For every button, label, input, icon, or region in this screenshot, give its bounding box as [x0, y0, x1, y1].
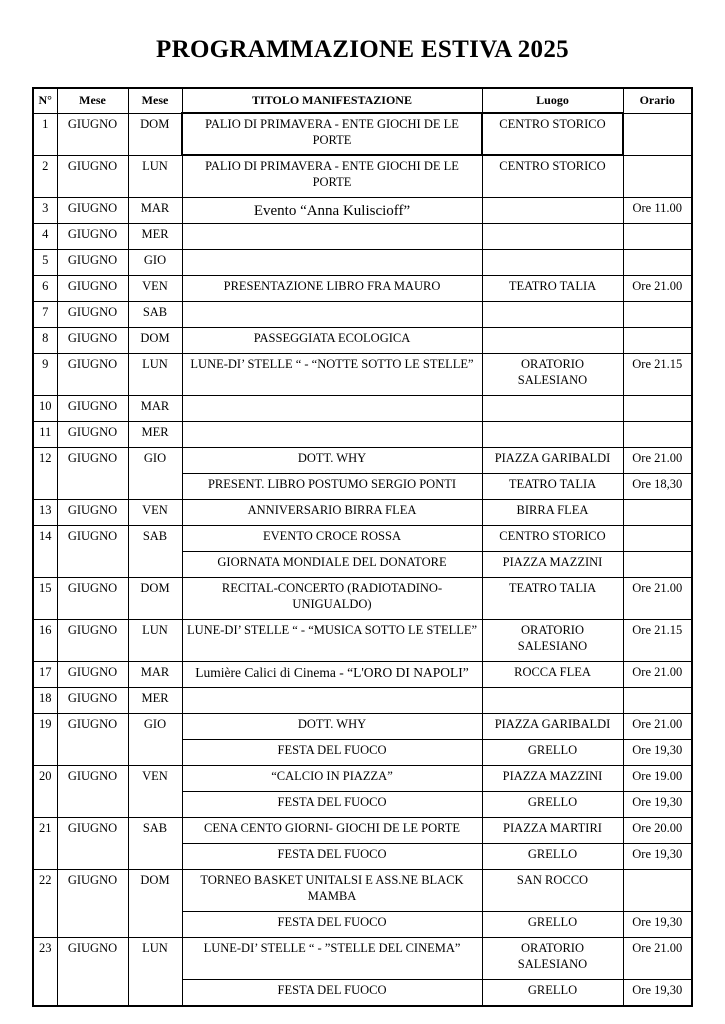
cell-time: Ore 19,30 — [623, 740, 692, 766]
cell-event-title: LUNE-DI’ STELLE “ - “NOTTE SOTTO LE STELLE” — [182, 354, 482, 396]
cell-time: Ore 21.00 — [623, 276, 692, 302]
cell-day: MER — [128, 224, 182, 250]
cell-month: GIUGNO — [57, 938, 128, 1006]
cell-place — [482, 396, 623, 422]
cell-time — [623, 422, 692, 448]
table-row — [33, 354, 692, 396]
cell-event-title: PALIO DI PRIMAVERA - ENTE GIOCHI DE LE PORTE — [182, 113, 482, 155]
cell-event-title: LUNE-DI’ STELLE “ - “MUSICA SOTTO LE STELLE” — [182, 620, 482, 662]
table-row — [33, 526, 692, 552]
cell-place — [482, 688, 623, 714]
cell-event-title: Evento “Anna Kuliscioff” — [182, 197, 482, 224]
cell-place — [482, 224, 623, 250]
cell-place — [482, 197, 623, 224]
cell-number: 15 — [33, 578, 57, 620]
cell-number: 17 — [33, 662, 57, 688]
table-row — [33, 714, 692, 740]
cell-event-title: PASSEGGIATA ECOLOGICA — [182, 328, 482, 354]
cell-day: LUN — [128, 620, 182, 662]
table-row — [33, 500, 692, 526]
cell-month: GIUGNO — [57, 766, 128, 818]
cell-place: BIRRA FLEA — [482, 500, 623, 526]
cell-number: 8 — [33, 328, 57, 354]
cell-month: GIUGNO — [57, 224, 128, 250]
cell-day: MAR — [128, 197, 182, 224]
cell-number: 2 — [33, 155, 57, 197]
col-header-orario: Orario — [623, 88, 692, 113]
cell-day: DOM — [128, 113, 182, 155]
cell-day: LUN — [128, 354, 182, 396]
cell-day: LUN — [128, 155, 182, 197]
cell-event-title — [182, 688, 482, 714]
cell-number: 11 — [33, 422, 57, 448]
cell-day: MER — [128, 688, 182, 714]
cell-place — [482, 302, 623, 328]
table-row — [33, 396, 692, 422]
cell-event-title — [182, 422, 482, 448]
cell-time: Ore 21.00 — [623, 448, 692, 474]
cell-month: GIUGNO — [57, 422, 128, 448]
cell-month: GIUGNO — [57, 328, 128, 354]
cell-time — [623, 224, 692, 250]
cell-month: GIUGNO — [57, 155, 128, 197]
cell-time: Ore 21.00 — [623, 938, 692, 980]
cell-month: GIUGNO — [57, 870, 128, 938]
cell-day: GIO — [128, 448, 182, 500]
table-row — [33, 197, 692, 224]
cell-number: 23 — [33, 938, 57, 1006]
cell-number: 21 — [33, 818, 57, 870]
table-row — [33, 620, 692, 662]
cell-place: ORATORIO SALESIANO — [482, 354, 623, 396]
cell-day: LUN — [128, 938, 182, 1006]
cell-time: Ore 11.00 — [623, 197, 692, 224]
table-row — [33, 422, 692, 448]
cell-event-title: TORNEO BASKET UNITALSI E ASS.NE BLACK MAMBA — [182, 870, 482, 912]
cell-month: GIUGNO — [57, 620, 128, 662]
cell-event-title: DOTT. WHY — [182, 448, 482, 474]
cell-event-title: GIORNATA MONDIALE DEL DONATORE — [182, 552, 482, 578]
cell-time: Ore 20.00 — [623, 818, 692, 844]
cell-place: SAN ROCCO — [482, 870, 623, 912]
cell-number: 3 — [33, 197, 57, 224]
cell-event-title: LUNE-DI’ STELLE “ - ”STELLE DEL CINEMA” — [182, 938, 482, 980]
cell-event-title: FESTA DEL FUOCO — [182, 912, 482, 938]
cell-place: GRELLO — [482, 844, 623, 870]
table-row — [33, 870, 692, 912]
cell-month: GIUGNO — [57, 526, 128, 578]
cell-place: ORATORIO SALESIANO — [482, 938, 623, 980]
col-header-numero: N° — [33, 88, 57, 113]
cell-month: GIUGNO — [57, 818, 128, 870]
cell-time — [623, 328, 692, 354]
cell-place: CENTRO STORICO — [482, 526, 623, 552]
cell-time: Ore 18,30 — [623, 474, 692, 500]
cell-place: TEATRO TALIA — [482, 276, 623, 302]
cell-place: CENTRO STORICO — [482, 155, 623, 197]
cell-number: 10 — [33, 396, 57, 422]
cell-time: Ore 21.00 — [623, 714, 692, 740]
table-row — [33, 688, 692, 714]
cell-place: PIAZZA MARTIRI — [482, 818, 623, 844]
cell-place — [482, 328, 623, 354]
cell-event-title: RECITAL-CONCERTO (RADIOTADINO-UNIGUALDO) — [182, 578, 482, 620]
col-header-luogo: Luogo — [482, 88, 623, 113]
cell-month: GIUGNO — [57, 250, 128, 276]
cell-time: Ore 19,30 — [623, 792, 692, 818]
events-table — [32, 87, 693, 1007]
cell-day: SAB — [128, 526, 182, 578]
cell-day: MAR — [128, 396, 182, 422]
table-row — [33, 113, 692, 155]
cell-time — [623, 396, 692, 422]
table-row — [33, 224, 692, 250]
cell-place — [482, 422, 623, 448]
cell-place: GRELLO — [482, 980, 623, 1006]
cell-time — [623, 250, 692, 276]
table-row — [33, 662, 692, 688]
cell-time — [623, 500, 692, 526]
cell-day: DOM — [128, 870, 182, 938]
cell-day: VEN — [128, 500, 182, 526]
cell-event-title: EVENTO CROCE ROSSA — [182, 526, 482, 552]
cell-event-title — [182, 302, 482, 328]
cell-month: GIUGNO — [57, 354, 128, 396]
cell-time: Ore 19,30 — [623, 912, 692, 938]
cell-time — [623, 526, 692, 552]
cell-time — [623, 688, 692, 714]
table-row — [33, 448, 692, 474]
table-row — [33, 938, 692, 980]
table-row — [33, 818, 692, 844]
cell-event-title: FESTA DEL FUOCO — [182, 792, 482, 818]
cell-time: Ore 19.00 — [623, 766, 692, 792]
cell-place: ORATORIO SALESIANO — [482, 620, 623, 662]
table-row — [33, 155, 692, 197]
cell-place: PIAZZA GARIBALDI — [482, 714, 623, 740]
cell-place: PIAZZA MAZZINI — [482, 766, 623, 792]
cell-month: GIUGNO — [57, 714, 128, 766]
cell-event-title: FESTA DEL FUOCO — [182, 740, 482, 766]
cell-time — [623, 113, 692, 155]
cell-time — [623, 870, 692, 912]
cell-month: GIUGNO — [57, 113, 128, 155]
cell-number: 12 — [33, 448, 57, 500]
cell-number: 14 — [33, 526, 57, 578]
cell-event-title: FESTA DEL FUOCO — [182, 844, 482, 870]
cell-time: Ore 21.15 — [623, 354, 692, 396]
table-row — [33, 766, 692, 792]
cell-event-title: ANNIVERSARIO BIRRA FLEA — [182, 500, 482, 526]
cell-event-title: PRESENT. LIBRO POSTUMO SERGIO PONTI — [182, 474, 482, 500]
cell-number: 18 — [33, 688, 57, 714]
cell-month: GIUGNO — [57, 688, 128, 714]
cell-event-title: FESTA DEL FUOCO — [182, 980, 482, 1006]
page-title: PROGRAMMAZIONE ESTIVA 2025 — [156, 36, 569, 63]
cell-day: MER — [128, 422, 182, 448]
cell-time: Ore 21.15 — [623, 620, 692, 662]
cell-number: 13 — [33, 500, 57, 526]
cell-day: SAB — [128, 302, 182, 328]
cell-event-title: “CALCIO IN PIAZZA” — [182, 766, 482, 792]
cell-number: 1 — [33, 113, 57, 155]
cell-place: TEATRO TALIA — [482, 474, 623, 500]
cell-time — [623, 155, 692, 197]
cell-number: 22 — [33, 870, 57, 938]
cell-month: GIUGNO — [57, 448, 128, 500]
col-header-titolo: TITOLO MANIFESTAZIONE — [182, 88, 482, 113]
cell-time: Ore 21.00 — [623, 578, 692, 620]
cell-event-title — [182, 224, 482, 250]
cell-event-title: DOTT. WHY — [182, 714, 482, 740]
cell-place: GRELLO — [482, 912, 623, 938]
table-row — [33, 302, 692, 328]
cell-number: 7 — [33, 302, 57, 328]
col-header-giorno: Mese — [128, 88, 182, 113]
cell-number: 9 — [33, 354, 57, 396]
cell-day: MAR — [128, 662, 182, 688]
cell-day: GIO — [128, 714, 182, 766]
cell-time: Ore 21.00 — [623, 662, 692, 688]
cell-time: Ore 19,30 — [623, 980, 692, 1006]
cell-place: ROCCA FLEA — [482, 662, 623, 688]
cell-event-title: PRESENTAZIONE LIBRO FRA MAURO — [182, 276, 482, 302]
cell-place: CENTRO STORICO — [482, 113, 623, 155]
cell-month: GIUGNO — [57, 197, 128, 224]
cell-month: GIUGNO — [57, 276, 128, 302]
table-row — [33, 328, 692, 354]
cell-day: DOM — [128, 578, 182, 620]
cell-number: 4 — [33, 224, 57, 250]
cell-place: GRELLO — [482, 792, 623, 818]
cell-day: VEN — [128, 766, 182, 818]
cell-number: 20 — [33, 766, 57, 818]
cell-number: 19 — [33, 714, 57, 766]
cell-event-title: Lumière Calici di Cinema - “L'ORO DI NAPOLI” — [182, 662, 482, 688]
cell-event-title — [182, 250, 482, 276]
table-row — [33, 250, 692, 276]
cell-day: GIO — [128, 250, 182, 276]
cell-day: DOM — [128, 328, 182, 354]
cell-event-title: CENA CENTO GIORNI- GIOCHI DE LE PORTE — [182, 818, 482, 844]
cell-time: Ore 19,30 — [623, 844, 692, 870]
cell-place — [482, 250, 623, 276]
cell-month: GIUGNO — [57, 578, 128, 620]
cell-place: PIAZZA GARIBALDI — [482, 448, 623, 474]
table-row — [33, 276, 692, 302]
cell-time — [623, 552, 692, 578]
cell-month: GIUGNO — [57, 500, 128, 526]
cell-day: SAB — [128, 818, 182, 870]
cell-place: TEATRO TALIA — [482, 578, 623, 620]
cell-number: 16 — [33, 620, 57, 662]
cell-place: PIAZZA MAZZINI — [482, 552, 623, 578]
cell-event-title: PALIO DI PRIMAVERA - ENTE GIOCHI DE LE PORTE — [182, 155, 482, 197]
cell-month: GIUGNO — [57, 396, 128, 422]
col-header-mese: Mese — [57, 88, 128, 113]
cell-event-title — [182, 396, 482, 422]
cell-day: VEN — [128, 276, 182, 302]
cell-number: 5 — [33, 250, 57, 276]
cell-month: GIUGNO — [57, 662, 128, 688]
table-row — [33, 578, 692, 620]
cell-time — [623, 302, 692, 328]
cell-number: 6 — [33, 276, 57, 302]
cell-place: GRELLO — [482, 740, 623, 766]
table-header-row — [33, 88, 692, 113]
cell-month: GIUGNO — [57, 302, 128, 328]
